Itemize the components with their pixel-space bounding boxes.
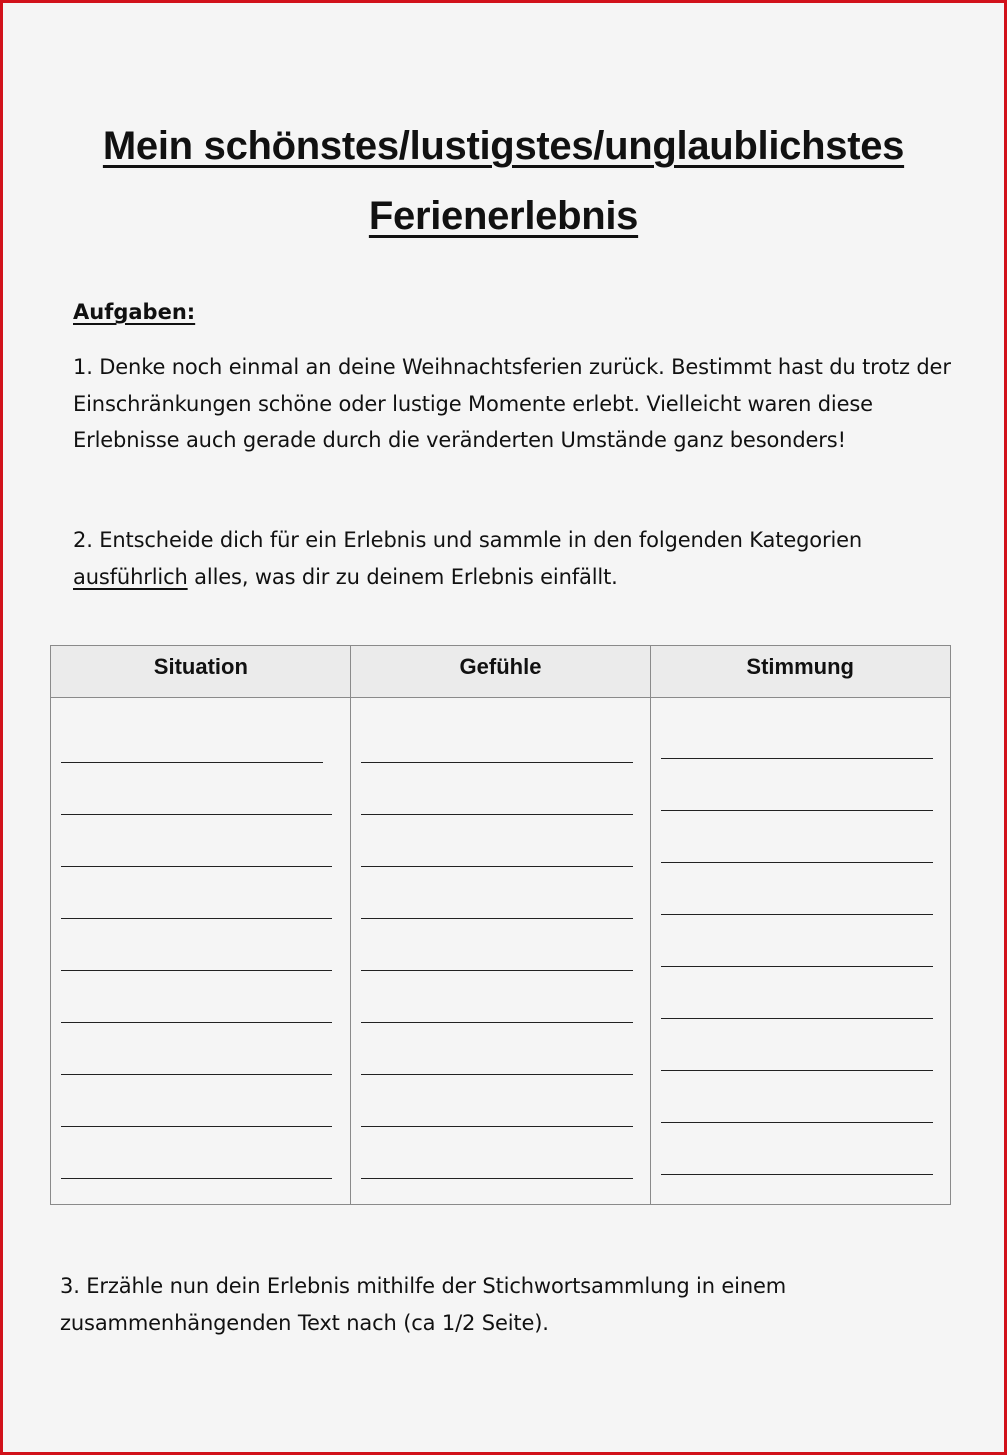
- writing-line: [661, 758, 933, 759]
- writing-line: [61, 918, 332, 919]
- writing-line: [661, 966, 933, 967]
- writing-line: [361, 970, 633, 971]
- header-gefuehle: Gefühle: [459, 654, 542, 679]
- writing-line: [61, 1126, 332, 1127]
- writing-line: [61, 762, 323, 763]
- writing-line: [661, 862, 933, 863]
- writing-line: [361, 762, 633, 763]
- title-line-2: Ferienerlebnis: [368, 194, 639, 238]
- writing-line: [61, 1074, 332, 1075]
- writing-line: [61, 814, 332, 815]
- tasks-heading: Aufgaben:: [73, 300, 196, 324]
- writing-line: [361, 1022, 633, 1023]
- writing-line: [361, 1178, 633, 1179]
- worksheet-title: [3, 111, 1004, 251]
- task-2-text-end: alles, was dir zu deinem Erlebnis einfällt.: [187, 564, 618, 589]
- writing-line: [661, 1018, 933, 1019]
- task-3-text: 3. Erzähle nun dein Erlebnis mithilfe der Stichwortsammlung in einem zusammenhängenden Text nach (ca 1/2 Seite).: [60, 1274, 787, 1335]
- writing-line: [61, 1178, 332, 1179]
- writing-line: [361, 814, 633, 815]
- writing-line: [361, 866, 633, 867]
- writing-line: [661, 810, 933, 811]
- writing-line: [661, 1174, 933, 1175]
- writing-line: [61, 1022, 332, 1023]
- writing-line: [61, 970, 332, 971]
- task-2-text: [73, 522, 973, 595]
- task-2-text-start: 2. Entscheide dich für ein Erlebnis und sammle in den folgenden Kategorien: [73, 528, 863, 552]
- column-situation: [51, 698, 350, 1204]
- table-header-row: [51, 646, 950, 698]
- title-line-1: Mein schönstes/lustigstes/unglaublichstes: [102, 124, 905, 168]
- writing-line: [661, 1122, 933, 1123]
- category-table: [50, 645, 951, 1205]
- column-gefuehle: [351, 698, 650, 1204]
- writing-line: [361, 1126, 633, 1127]
- header-stimmung: Stimmung: [746, 654, 854, 679]
- writing-line: [661, 914, 933, 915]
- writing-line: [361, 1074, 633, 1075]
- writing-line: [661, 1070, 933, 1071]
- header-situation: Situation: [153, 654, 248, 679]
- task-2-emphasis: ausführlich: [73, 564, 188, 589]
- column-stimmung: [651, 698, 950, 1204]
- task-1-text: 1. Denke noch einmal an deine Weihnachtsferien zurück. Bestimmt hast du trotz der Einschränkungen schöne oder lustige Momente erlebt. Vielleicht waren diese Erlebnisse auch gerade durch die veränderten Umstände ganz besonders!: [73, 355, 951, 452]
- writing-line: [361, 918, 633, 919]
- writing-line: [61, 866, 332, 867]
